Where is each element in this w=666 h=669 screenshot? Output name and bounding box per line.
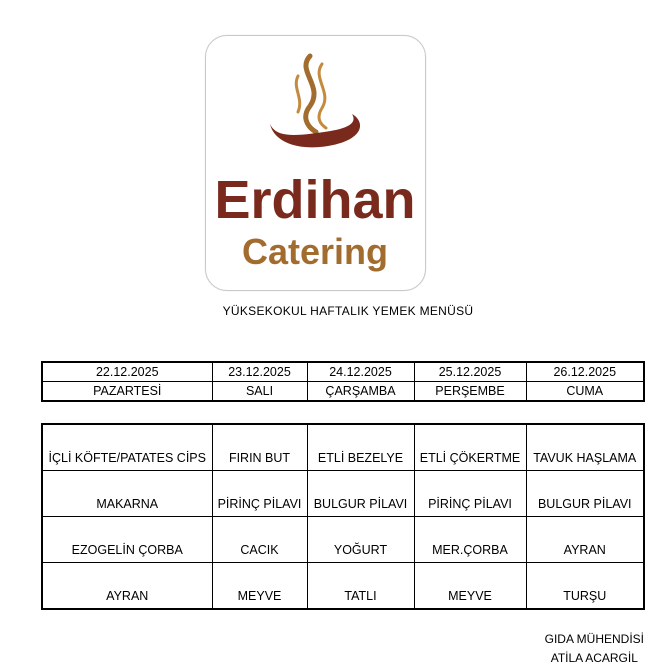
logo [205,35,426,291]
menu-table [41,423,645,610]
menu-cell: ETLİ ÇÖKERTME [414,424,526,471]
steaming-bowl-icon [206,36,425,290]
menu-cell: BULGUR PİLAVI [526,471,644,517]
day-cell: PERŞEMBE [414,382,526,402]
date-header-table [41,361,645,402]
menu-cell: YOĞURT [307,517,414,563]
menu-cell: AYRAN [42,563,212,610]
day-cell: PAZARTESİ [42,382,212,402]
menu-cell: MER.ÇORBA [414,517,526,563]
day-cell: SALI [212,382,307,402]
signature-title: GIDA MÜHENDİSİ [544,632,644,646]
menu-cell: ETLİ BEZELYE [307,424,414,471]
menu-row [42,424,644,471]
menu-cell: MAKARNA [42,471,212,517]
menu-cell: BULGUR PİLAVI [307,471,414,517]
menu-cell: EZOGELİN ÇORBA [42,517,212,563]
menu-row [42,563,644,610]
menu-cell: TATLI [307,563,414,610]
menu-cell: PİRİNÇ PİLAVI [212,471,307,517]
date-row [42,362,644,382]
signature-name: ATİLA ACARGİL [550,651,638,665]
brand-text: Erdihan [214,170,416,230]
menu-cell: AYRAN [526,517,644,563]
day-cell: CUMA [526,382,644,402]
signature-block [545,630,644,668]
menu-cell: CACIK [212,517,307,563]
menu-row [42,517,644,563]
menu-cell: MEYVE [414,563,526,610]
menu-row [42,471,644,517]
tagline-text: Catering [241,231,389,272]
menu-cell: TAVUK HAŞLAMA [526,424,644,471]
page-title: YÜKSEKOKUL HAFTALIK YEMEK MENÜSÜ [222,304,474,318]
day-row [42,382,644,402]
menu-cell: İÇLİ KÖFTE/PATATES CİPS [42,424,212,471]
date-cell: 22.12.2025 [42,362,212,382]
day-cell: ÇARŞAMBA [307,382,414,402]
date-cell: 24.12.2025 [307,362,414,382]
date-cell: 23.12.2025 [212,362,307,382]
date-cell: 25.12.2025 [414,362,526,382]
menu-cell: FIRIN BUT [212,424,307,471]
menu-cell: MEYVE [212,563,307,610]
menu-cell: TURŞU [526,563,644,610]
date-cell: 26.12.2025 [526,362,644,382]
menu-cell: PİRİNÇ PİLAVI [414,471,526,517]
